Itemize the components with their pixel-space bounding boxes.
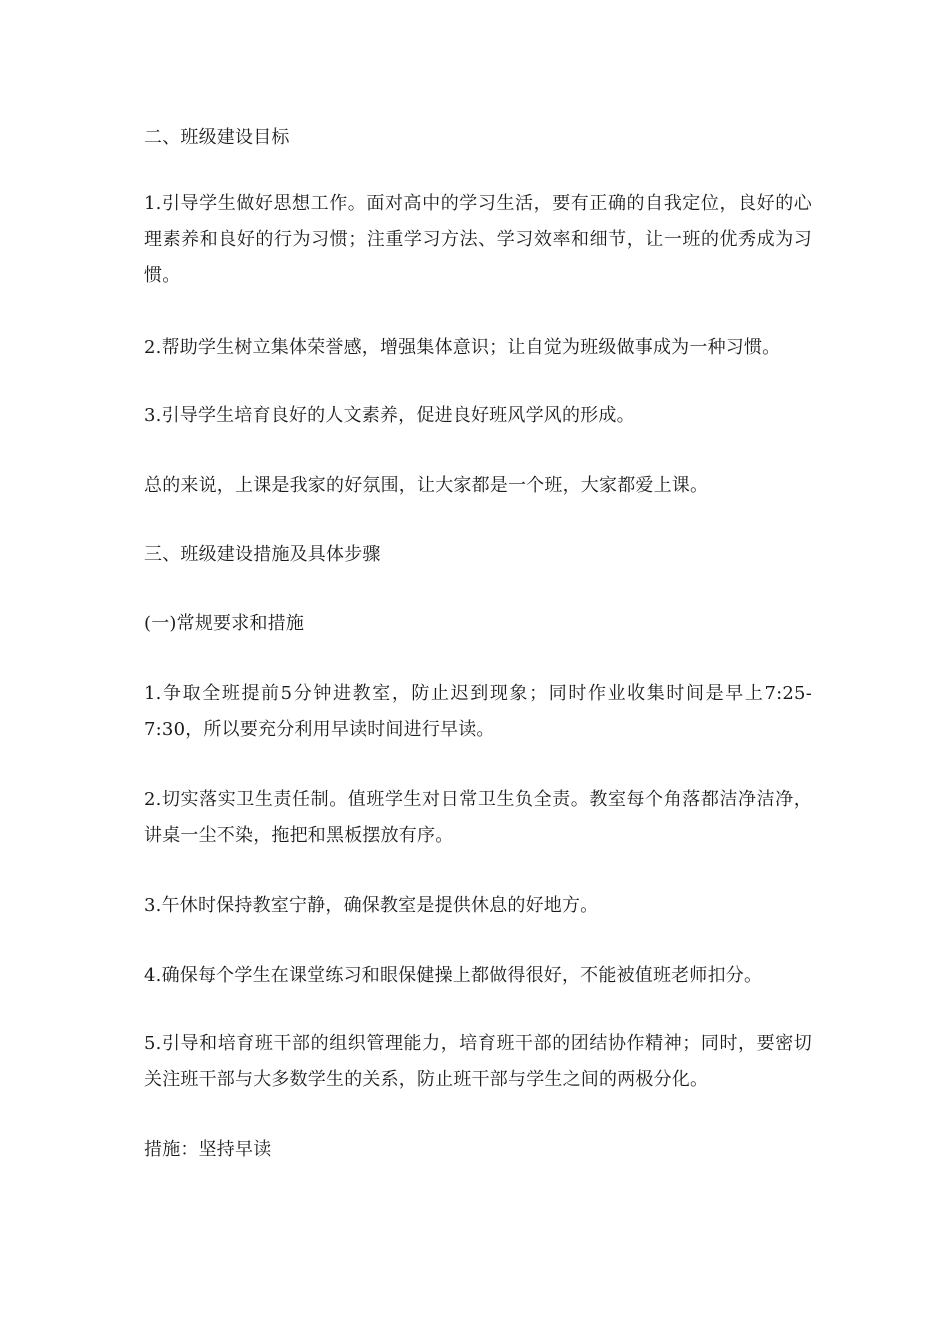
measure-item-3: 3.午休时保持教室宁静，确保教室是提供休息的好地方。	[144, 895, 599, 916]
subsection-heading-routine: (一)常规要求和措施	[144, 613, 305, 634]
section-heading-measures: 三、班级建设措施及具体步骤	[144, 544, 381, 565]
goal-item-1: 1.引导学生做好思想工作。面对高中的学习生活，要有正确的自我定位，良好的心理素养和良好的行为习惯；注重学习方法、学习效率和细节，让一班的优秀成为习惯。	[144, 193, 812, 286]
goal-item-2: 2.帮助学生树立集体荣誉感，增强集体意识；让自觉为班级做事成为一种习惯。	[144, 337, 781, 358]
measure-item-1: 1.争取全班提前5分钟进教室，防止迟到现象；同时作业收集时间是早上7:25-7:30，所以要充分利用早读时间进行早读。	[144, 683, 812, 740]
section-heading-goals: 二、班级建设目标	[144, 127, 290, 148]
measure-heading-morning-reading: 措施：坚持早读	[144, 1139, 272, 1160]
summary-paragraph: 总的来说，上课是我家的好氛围，让大家都是一个班，大家都爱上课。	[144, 475, 709, 496]
goal-item-3: 3.引导学生培育良好的人文素养，促进良好班风学风的形成。	[144, 405, 635, 426]
measure-item-4: 4.确保每个学生在课堂练习和眼保健操上都做得很好，不能被值班老师扣分。	[144, 965, 763, 986]
measure-item-2: 2.切实落实卫生责任制。值班学生对日常卫生负全责。教室每个角落都洁净洁净，讲桌一尘不染，拖把和黑板摆放有序。	[144, 789, 812, 846]
measure-item-5: 5.引导和培育班干部的组织管理能力，培育班干部的团结协作精神；同时，要密切关注班干部与大多数学生的关系，防止班干部与学生之间的两极分化。	[144, 1033, 812, 1090]
